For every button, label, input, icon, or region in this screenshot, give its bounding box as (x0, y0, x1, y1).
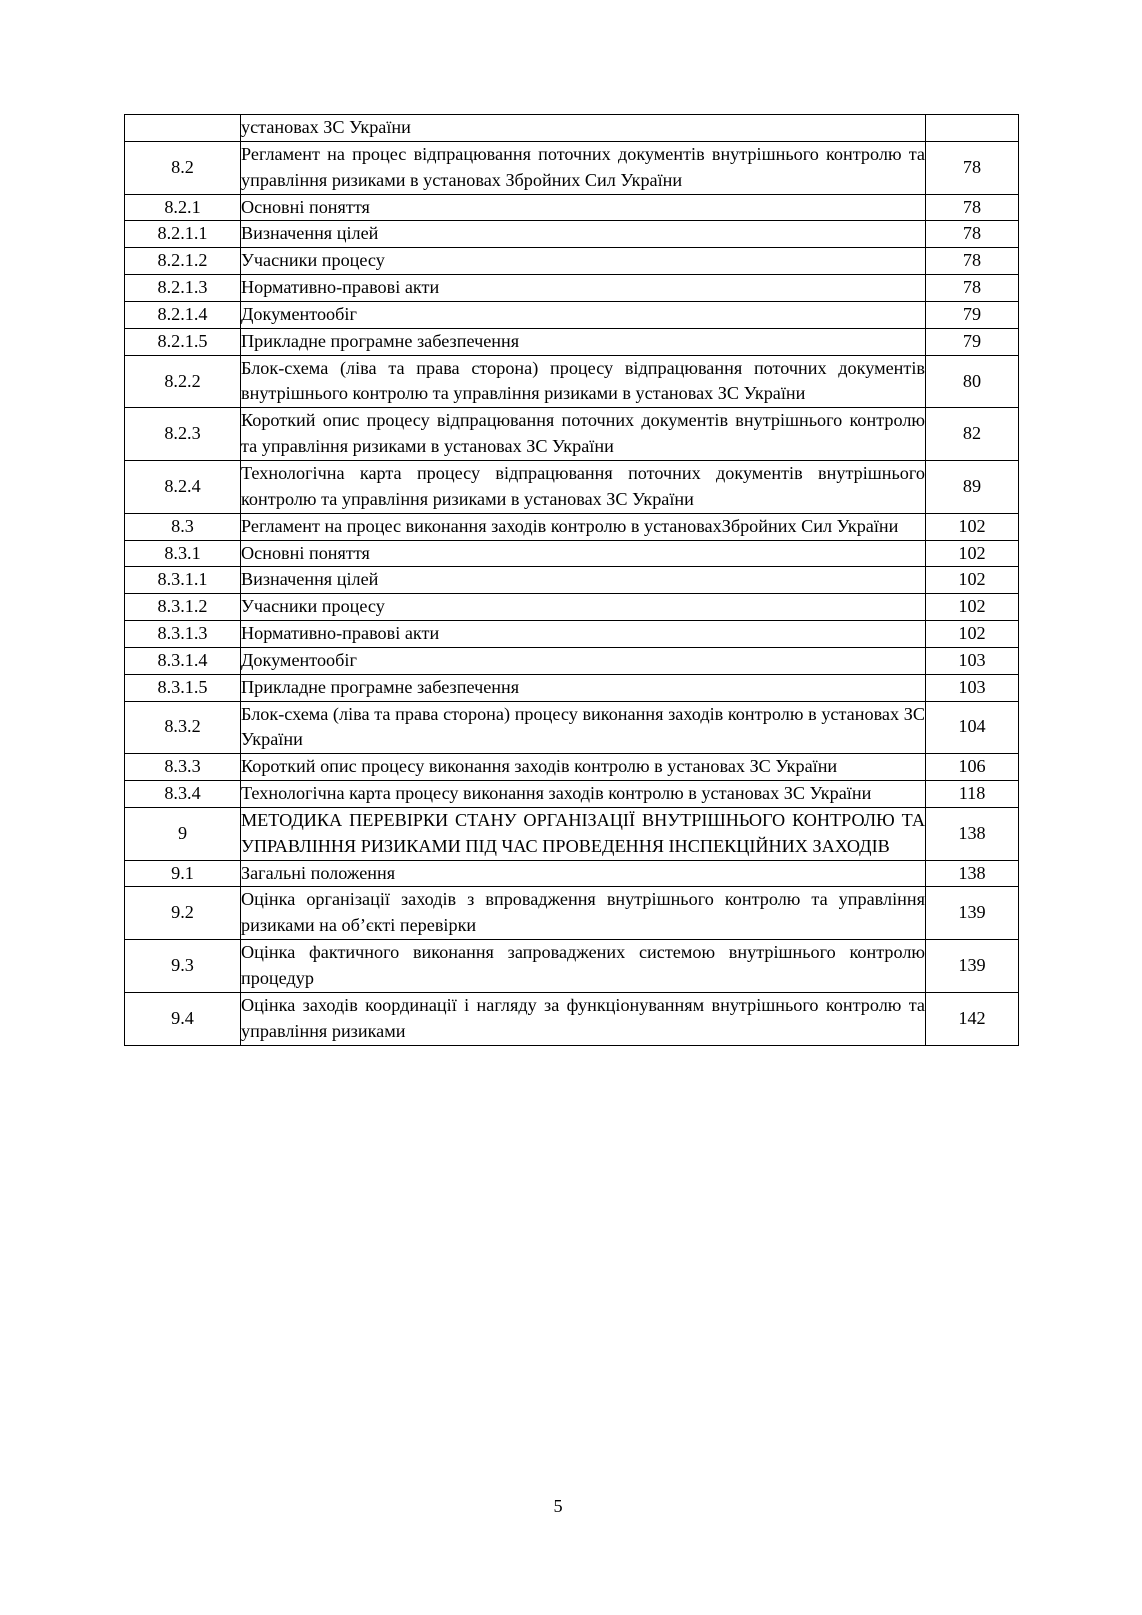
table-row (125, 275, 1019, 302)
table-row (125, 621, 1019, 648)
section-number-cell: 8.2.1.1 (125, 221, 241, 248)
section-number-cell: 8.3.1.4 (125, 647, 241, 674)
section-number-cell: 9.4 (125, 992, 241, 1045)
section-title-cell: Документообіг (241, 647, 926, 674)
page-number-cell: 138 (926, 860, 1019, 887)
page-number-cell: 103 (926, 674, 1019, 701)
section-number-cell: 8.2 (125, 141, 241, 194)
page-number-cell: 138 (926, 807, 1019, 860)
section-number-cell: 8.2.3 (125, 408, 241, 461)
page-number-cell: 80 (926, 355, 1019, 408)
section-title-cell: Нормативно-правові акти (241, 621, 926, 648)
section-title-cell: Короткий опис процесу виконання заходів контролю в установах ЗС України (241, 754, 926, 781)
section-number-cell: 8.2.1.3 (125, 275, 241, 302)
section-title-cell: Учасники процесу (241, 594, 926, 621)
section-title-cell: Регламент на процес виконання заходів контролю в установахЗбройних Сил України (241, 513, 926, 540)
page-number-cell: 82 (926, 408, 1019, 461)
page-number-cell: 118 (926, 781, 1019, 808)
page-number-cell: 142 (926, 992, 1019, 1045)
page-number-cell: 102 (926, 567, 1019, 594)
page-number-cell: 102 (926, 594, 1019, 621)
page-number-cell: 106 (926, 754, 1019, 781)
section-title-cell: Оцінка організації заходів з впровадження внутрішнього контролю та управління ризиками на об’єкті перевірки (241, 887, 926, 940)
page-number-cell: 79 (926, 301, 1019, 328)
section-number-cell: 9.1 (125, 860, 241, 887)
table-row (125, 754, 1019, 781)
section-number-cell: 8.3.1.3 (125, 621, 241, 648)
page-number-cell: 78 (926, 221, 1019, 248)
page-number-cell: 89 (926, 460, 1019, 513)
table-row (125, 781, 1019, 808)
page-number-cell: 139 (926, 887, 1019, 940)
section-number-cell: 8.2.1.2 (125, 248, 241, 275)
section-title-cell: Оцінка заходів координації і нагляду за функціонуванням внутрішнього контролю та управління ризиками (241, 992, 926, 1045)
table-row (125, 807, 1019, 860)
table-row (125, 194, 1019, 221)
page-number-cell: 103 (926, 647, 1019, 674)
section-title-cell: Загальні положення (241, 860, 926, 887)
section-title-cell: Визначення цілей (241, 221, 926, 248)
section-title-cell: Учасники процесу (241, 248, 926, 275)
page-number-cell: 139 (926, 940, 1019, 993)
table-row (125, 940, 1019, 993)
section-number-cell: 8.2.4 (125, 460, 241, 513)
section-number-cell: 8.3.1.2 (125, 594, 241, 621)
table-row (125, 513, 1019, 540)
section-title-cell: Оцінка фактичного виконання запроваджених системою внутрішнього контролю процедур (241, 940, 926, 993)
section-number-cell: 8.3.3 (125, 754, 241, 781)
section-title-cell: Прикладне програмне забезпечення (241, 674, 926, 701)
table-of-contents-body (125, 115, 1019, 1046)
section-number-cell: 8.3 (125, 513, 241, 540)
page-number-cell (926, 115, 1019, 142)
section-title-cell: Блок-схема (ліва та права сторона) процесу виконання заходів контролю в установах ЗС України (241, 701, 926, 754)
section-number-cell: 8.3.1 (125, 540, 241, 567)
section-number-cell: 9 (125, 807, 241, 860)
page-number-cell: 78 (926, 248, 1019, 275)
section-title-cell: Технологічна карта процесу виконання заходів контролю в установах ЗС України (241, 781, 926, 808)
section-title-cell: Основні поняття (241, 540, 926, 567)
section-title-cell: МЕТОДИКА ПЕРЕВІРКИ СТАНУ ОРГАНІЗАЦІЇ ВНУТРІШНЬОГО КОНТРОЛЮ ТА УПРАВЛІННЯ РИЗИКАМИ ПІД ЧАС ПРОВЕДЕННЯ ІНСПЕКЦІЙНИХ ЗАХОДІВ (241, 807, 926, 860)
page-number-cell: 102 (926, 621, 1019, 648)
page-number-cell: 102 (926, 513, 1019, 540)
table-row (125, 674, 1019, 701)
page-number-cell: 79 (926, 328, 1019, 355)
section-title-cell: Документообіг (241, 301, 926, 328)
section-number-cell: 8.2.2 (125, 355, 241, 408)
section-number-cell: 8.2.1.4 (125, 301, 241, 328)
table-row (125, 408, 1019, 461)
table-row (125, 248, 1019, 275)
table-row (125, 141, 1019, 194)
section-number-cell: 8.3.1.5 (125, 674, 241, 701)
section-number-cell: 8.3.1.1 (125, 567, 241, 594)
section-number-cell: 9.3 (125, 940, 241, 993)
section-title-cell: Нормативно-правові акти (241, 275, 926, 302)
table-row (125, 887, 1019, 940)
table-row (125, 460, 1019, 513)
section-title-cell: Регламент на процес відпрацювання поточних документів внутрішнього контролю та управління ризиками в установах Збройних Сил України (241, 141, 926, 194)
table-row (125, 355, 1019, 408)
table-row (125, 992, 1019, 1045)
section-title-cell: Визначення цілей (241, 567, 926, 594)
section-number-cell: 9.2 (125, 887, 241, 940)
section-title-cell: Технологічна карта процесу відпрацювання поточних документів внутрішнього контролю та управління ризиками в установах ЗС України (241, 460, 926, 513)
section-title-cell: Блок-схема (ліва та права сторона) процесу відпрацювання поточних документів внутрішнього контролю та управління ризиками в установах ЗС України (241, 355, 926, 408)
section-title-cell: Прикладне програмне забезпечення (241, 328, 926, 355)
page-number-cell: 78 (926, 141, 1019, 194)
table-row (125, 540, 1019, 567)
section-number-cell (125, 115, 241, 142)
section-number-cell: 8.2.1 (125, 194, 241, 221)
page-number-cell: 102 (926, 540, 1019, 567)
section-title-cell: установах ЗС України (241, 115, 926, 142)
table-row (125, 221, 1019, 248)
table-row (125, 301, 1019, 328)
table-of-contents-table (124, 114, 1019, 1046)
table-row (125, 647, 1019, 674)
section-title-cell: Основні поняття (241, 194, 926, 221)
table-row (125, 860, 1019, 887)
table-row (125, 701, 1019, 754)
table-row (125, 115, 1019, 142)
table-row (125, 328, 1019, 355)
section-number-cell: 8.2.1.5 (125, 328, 241, 355)
section-number-cell: 8.3.4 (125, 781, 241, 808)
page-number-footer: 5 (553, 1496, 563, 1516)
page-number-cell: 78 (926, 194, 1019, 221)
section-title-cell: Короткий опис процесу відпрацювання поточних документів внутрішнього контролю та управління ризиками в установах ЗС України (241, 408, 926, 461)
table-row (125, 567, 1019, 594)
page-number-cell: 78 (926, 275, 1019, 302)
page-number-cell: 104 (926, 701, 1019, 754)
table-row (125, 594, 1019, 621)
section-number-cell: 8.3.2 (125, 701, 241, 754)
